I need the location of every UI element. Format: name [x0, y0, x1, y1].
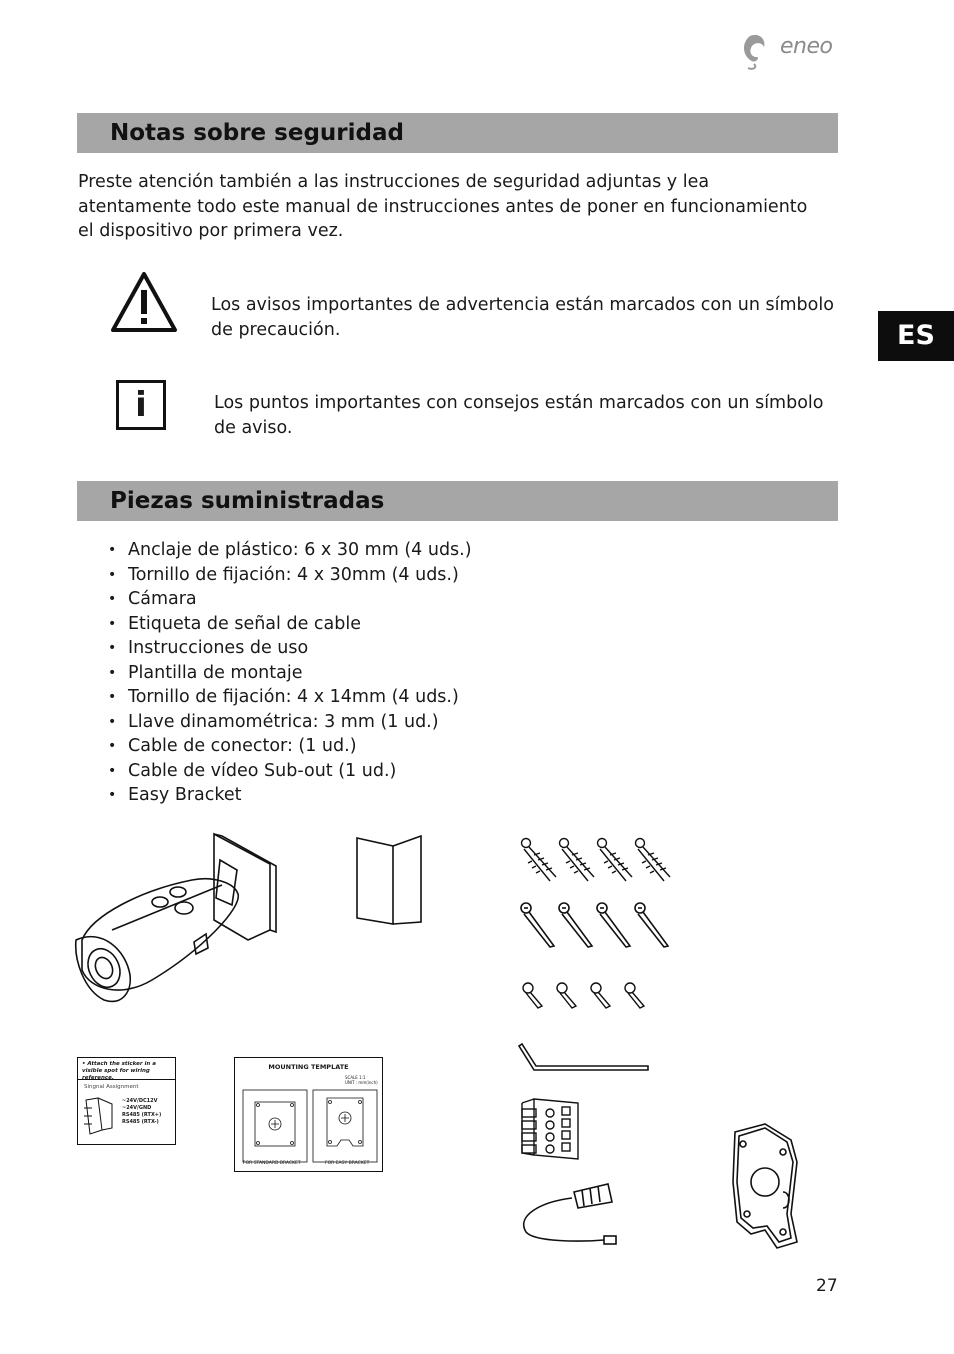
- info-text: Los puntos importantes con consejos están marcados con un símbolo de aviso.: [214, 393, 824, 438]
- cable-sticker-illustration: [77, 1057, 176, 1145]
- connector-icon: [82, 1094, 120, 1140]
- warning-triangle-icon: [110, 271, 178, 333]
- sticker-line: ~24V/DC12V: [122, 1098, 158, 1104]
- list-item: • Easy Bracket: [108, 783, 472, 808]
- sticker-line: RS485 (RTX+): [122, 1112, 162, 1118]
- terminal-connector-illustration: [518, 1095, 583, 1163]
- template-scale: SCALE 1:1: [345, 1075, 366, 1080]
- plastic-anchors-illustration: [518, 835, 678, 885]
- list-item: • Tornillo de fijación: 4 x 30mm (4 uds.): [108, 563, 472, 588]
- list-item: • Plantilla de montaje: [108, 661, 472, 686]
- sticker-line: ~24V/GND: [122, 1105, 152, 1111]
- list-item: • Instrucciones de uso: [108, 636, 472, 661]
- list-item: • Cable de conector: (1 ud.): [108, 734, 472, 759]
- section-title-parts: Piezas suministradas: [77, 481, 838, 521]
- camera-illustration: [72, 830, 277, 1015]
- list-item: • Anclaje de plástico: 6 x 30 mm (4 uds.): [108, 538, 472, 563]
- list-item: • Llave dinamométrica: 3 mm (1 ud.): [108, 710, 472, 735]
- section-title-safety: Notas sobre seguridad: [77, 113, 838, 153]
- list-item: • Tornillo de fijación: 4 x 14mm (4 uds.): [108, 685, 472, 710]
- mounting-template-illustration: [234, 1057, 383, 1172]
- template-drawing: [235, 1084, 384, 1164]
- long-screws-illustration: [518, 900, 678, 950]
- page-number: 27: [816, 1276, 838, 1296]
- short-screws-illustration: [520, 980, 655, 1010]
- list-item: • Cable de vídeo Sub-out (1 ud.): [108, 759, 472, 784]
- safety-intro: Preste atención también a las instrucciones de seguridad adjuntas y lea atentamente todo este manual de instrucciones antes de poner en funcionamiento el dispositivo por primera vez.: [78, 172, 808, 241]
- language-tab: ES: [878, 311, 954, 361]
- warning-text: Los avisos importantes de advertencia están marcados con un símbolo de precaución.: [211, 295, 834, 340]
- template-title: MOUNTING TEMPLATE: [268, 1063, 349, 1071]
- list-item: • Etiqueta de señal de cable: [108, 612, 472, 637]
- easy-bracket-illustration: [725, 1122, 803, 1250]
- list-item: • Cámara: [108, 587, 472, 612]
- manual-booklet-illustration: [355, 832, 425, 927]
- sticker-title: Singnal Assignment: [84, 1084, 139, 1090]
- sticker-line: RS485 (RTX-): [122, 1119, 159, 1125]
- video-cable-illustration: [520, 1180, 620, 1248]
- template-caption-standard: FOR STANDARD BRACKET: [243, 1161, 301, 1166]
- template-caption-easy: FOR EASY BRACKET: [325, 1161, 370, 1166]
- allen-key-illustration: [520, 1040, 652, 1074]
- sticker-note: • Attach the sticker in a visible spot for wiring reference.: [78, 1058, 175, 1080]
- brand-name: eneo: [780, 34, 833, 59]
- info-box-icon: i: [116, 380, 166, 430]
- template-unit: UNIT : mm(inch): [345, 1080, 378, 1085]
- parts-list: [108, 538, 472, 808]
